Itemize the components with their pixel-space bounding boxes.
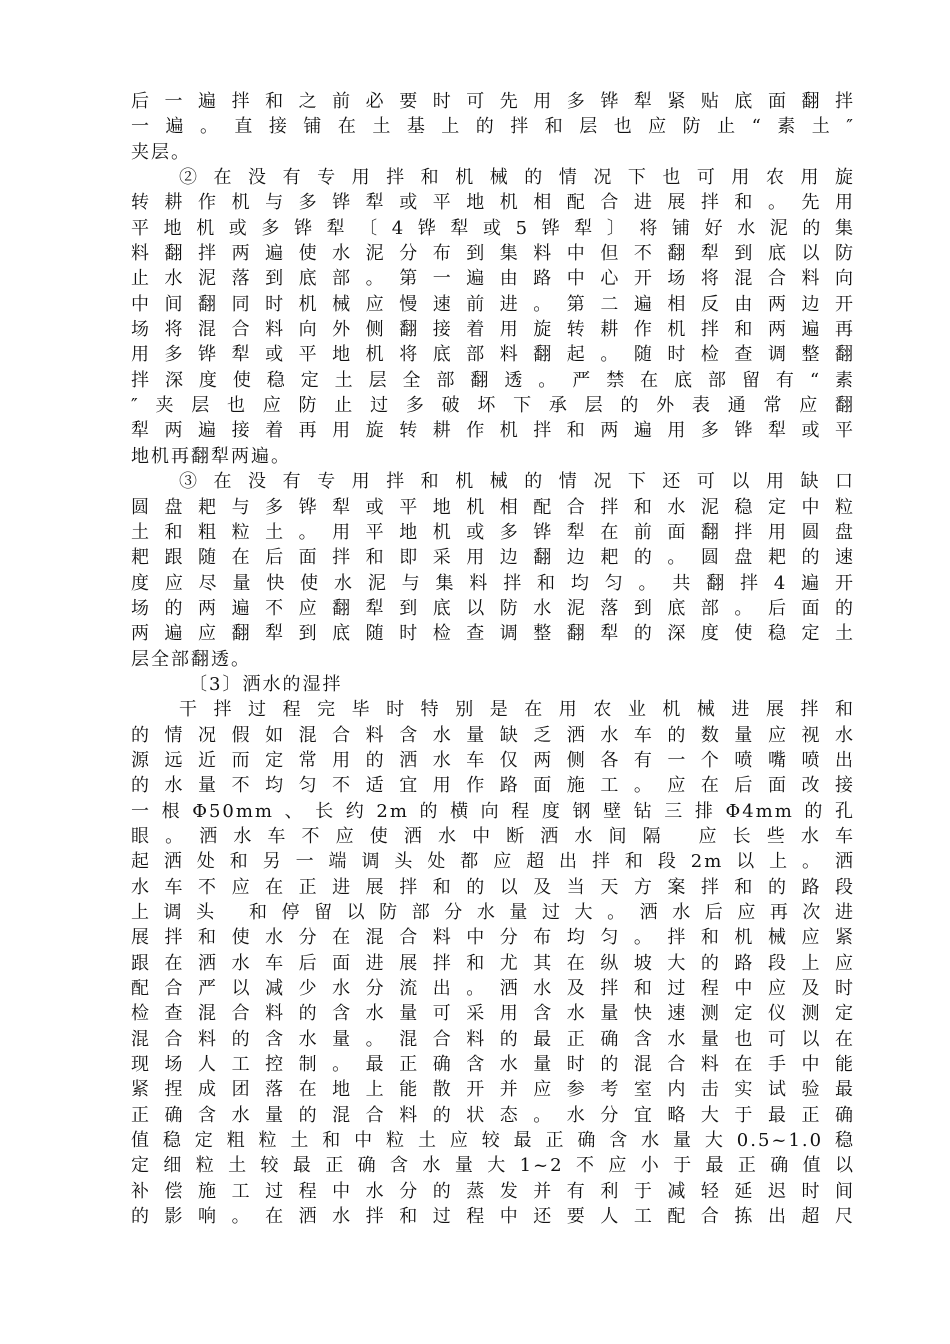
text-line: 上调头 和停留以防部分水量过大。洒水后应再次进 — [131, 902, 855, 923]
text-line: 层全部翻透。 — [131, 648, 251, 670]
text-line: 的水量不均匀不适宜用作路面施工。应在后面改接 — [131, 775, 855, 797]
text-line: 展拌和使水分在混合料中分布均匀。拌和机械应紧 — [131, 927, 855, 949]
text-line: 场的两遍不应翻犁到底以防水泥落到底部。后面的 — [131, 597, 855, 619]
text-line: 两遍应翻犁到底随时检查调整翻犁的深度使稳定土 — [131, 623, 855, 645]
text-line: 值稳定粗粒土和中粒土应较最正确含水量大0.5~1.0稳 — [131, 1130, 855, 1152]
text-line: ②在没有专用拌和机械的情况下也可用农用旋 — [179, 167, 855, 189]
body-text — [131, 89, 855, 1229]
text-line: 犁两遍接着再用旋转耕作机拌和两遍用多铧犁或平 — [131, 420, 855, 442]
text-line: 补偿施工过程中水分的蒸发并有利于减轻延迟时间 — [131, 1180, 855, 1202]
text-line: 中间翻同时机械应慢速前进。第二遍相反由两边开 — [131, 293, 855, 315]
text-line: 地机再翻犁两遍。 — [131, 445, 291, 467]
text-line: 检查混合料的含水量可采用含水量快速测定仪测定 — [131, 1003, 855, 1025]
text-line: ″夹层也应防止过多破坏下承层的外表通常应翻 — [131, 395, 855, 417]
text-line: 土和粗粒土。用平地机或多铧犁在前面翻拌用圆盘 — [131, 521, 855, 543]
text-line: 干拌过程完毕时特别是在用农业机械进展拌和 — [179, 699, 855, 721]
text-line: 定细粒土较最正确含水量大1~2不应小于最正确值以 — [131, 1155, 855, 1177]
text-line: 夹层。 — [131, 141, 191, 163]
text-line: 紧捏成团落在地上能散开并应参考室内击实试验最 — [131, 1079, 855, 1101]
text-line: 耙跟随在后面拌和即采用边翻边耙的。圆盘耙的速 — [131, 547, 855, 569]
text-line: 平地机或多铧犁〔4铧犁或5铧犁〕将铺好水泥的集 — [131, 217, 855, 239]
section-heading: 〔3〕洒水的湿拌 — [189, 673, 343, 695]
text-line: 混合料的含水量。混合料的最正确含水量也可以在 — [131, 1028, 855, 1050]
text-line: 料翻拌两遍使水泥分布到集料中但不翻犁到底以防 — [131, 243, 855, 265]
text-line: 一根Φ50mm、长约2m的横向程度钢壁钻三排Φ4mm的孔 — [131, 800, 855, 822]
text-line: 跟在洒水车后面进展拌和尤其在纵坡大的路段上应 — [131, 952, 855, 974]
text-line: 场将混合料向外侧翻接着用旋转耕作机拌和两遍再 — [131, 319, 855, 341]
text-line: 配合严以减少水分流出。洒水及拌和过程中应及时 — [131, 978, 855, 1000]
text-line: 水车不应在正进展拌和的以及当天方案拌和的路段 — [131, 876, 855, 898]
text-line: 拌深度使稳定土层全部翻透。严禁在底部留有“素 — [131, 369, 855, 391]
text-line: 止水泥落到底部。第一遍由路中心开场将混合料向 — [131, 268, 855, 290]
text-line: 用多铧犁或平地机将底部料翻起。随时检查调整翻 — [131, 344, 855, 366]
text-line: 的影响。在洒水拌和过程中还要人工配合拣出超尺 — [131, 1206, 855, 1228]
text-line: 眼。洒水车不应使洒水中断洒水间隔 应长些水车 — [131, 825, 855, 847]
text-line: 圆盘耙与多铧犁或平地机相配合拌和水泥稳定中粒 — [131, 496, 855, 518]
text-line: 一遍。直接铺在土基上的拌和层也应防止“素土″ — [131, 116, 855, 138]
text-line: ③在没有专用拌和机械的情况下还可以用缺口 — [179, 471, 855, 493]
text-line: 现场人工控制。最正确含水量时的混合料在手中能 — [131, 1054, 855, 1076]
text-line: 度应尽量快使水泥与集料拌和均匀。共翻拌4遍开 — [131, 572, 855, 594]
text-line: 源远近而定常用的洒水车仅两侧各有一个喷嘴喷出 — [131, 749, 855, 771]
text-line: 转耕作机与多铧犁或平地机相配合进展拌和。先用 — [131, 192, 855, 214]
text-line: 起洒处和另一端调头处都应超出拌和段2m以上。洒 — [131, 851, 855, 873]
text-line: 正确含水量的混合料的状态。水分宜略大于最正确 — [131, 1104, 855, 1126]
text-line: 的情况假如混合料含水量缺乏洒水车的数量应视水 — [131, 724, 855, 746]
text-line: 后一遍拌和之前必要时可先用多铧犁紧贴底面翻拌 — [131, 91, 855, 112]
